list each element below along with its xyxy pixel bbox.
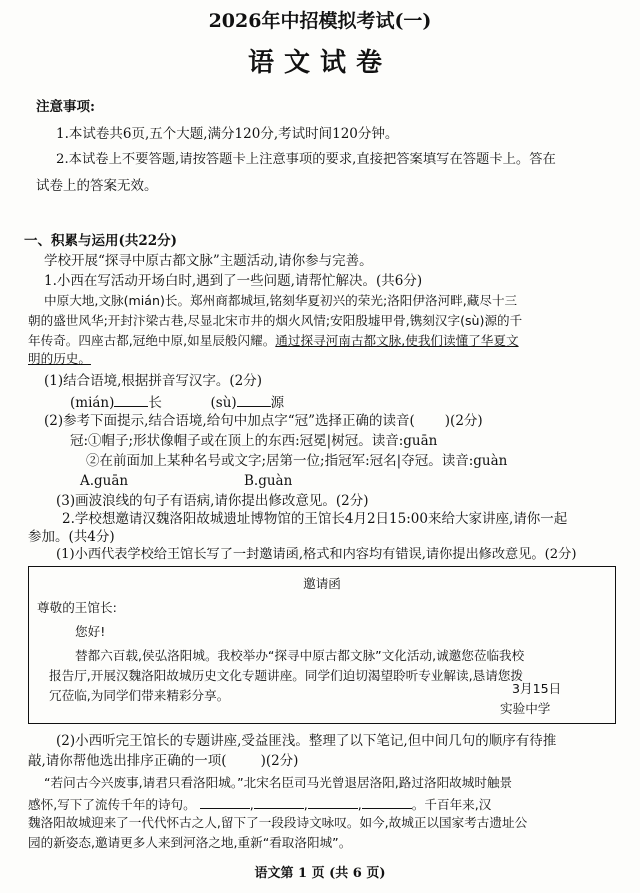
option-a: A.guān (80, 473, 129, 489)
notice-heading: 注意事项: (36, 99, 95, 115)
letter-body-line-1: 替都六百载,侯弘洛阳城。我校举办“探寻中原古都文脉”文化活动,诚邀您莅临我校 (75, 648, 525, 663)
subject-title: 语文试卷 (247, 48, 392, 78)
notice-item-1: 1.本试卷共6页,五个大题,满分120分,考试时间120分钟。 (56, 126, 399, 142)
question-2-2a: (2)小西听完王馆长的专题讲座,受益匪浅。整理了以下笔记,但中间几句的顺序有待推 (56, 733, 557, 749)
question-1-3: (3)画波浪线的句子有语病,请你提出修改意见。(2分) (56, 493, 369, 509)
pinyin-1: (mián) (70, 395, 115, 411)
note-line-2: 感怀,写下了流传千年的诗句。 , , , 。千百年来,汉 (28, 794, 491, 814)
question-2-2b-text: 敲,请你帮他选出排序正确的一项( (28, 753, 227, 769)
hint-b: ②在前面加上某种名号或文字;居第一位;指冠军:冠名|夺冠。读音:guàn (86, 453, 508, 469)
question-2a: 2.学校想邀请汉魏洛阳故城遗址博物馆的王馆长4月2日15:00来给大家讲座,请你一起 (62, 511, 568, 527)
char-1: 长 (148, 395, 162, 411)
wavy-sentence-part-1: 通过探寻河南古都文脉,使我们读懂了华夏文 (275, 333, 519, 348)
question-2b: 参加。(共4分) (28, 529, 115, 545)
letter-title: 邀请函 (303, 576, 341, 591)
note-line-1: “若问古今兴废事,请君只看洛阳城。”北宋名臣司马光曾退居洛阳,路过洛阳故城时触景 (44, 775, 513, 790)
page-footer: 语文第 1 页 (共 6 页) (254, 866, 386, 881)
pinyin-fill-row (70, 392, 284, 412)
answer-blank (114, 392, 148, 407)
question-1-2-text: (2)参考下面提示,结合语境,给句中加点字“冠”选择正确的读音( (44, 413, 415, 429)
note-line-2-text: 感怀,写下了流传千年的诗句。 (28, 797, 196, 812)
section-heading: 一、积累与运用(共22分) (24, 233, 178, 249)
exam-title: 2026年中招模拟考试(一) (208, 10, 432, 32)
question-1-1: (1)结合语境,根据拼音写汉字。(2分) (44, 373, 263, 389)
passage-line-3-text: 年传奇。四座古都,冠绝中原,如星辰般闪耀。 (28, 333, 276, 348)
notice-item-2a: 2.本试卷上不要答题,请按答题卡上注意事项的要求,直接把答案填写在答题卡上。答在 (56, 152, 556, 167)
char-2: 源 (270, 395, 285, 411)
question-2-1: (1)小西代表学校给王馆长写了一封邀请函,格式和内容均有错误,请你提出修改意见。(2分) (56, 547, 577, 562)
letter-salutation: 尊敬的王馆长: (37, 600, 117, 615)
answer-blank (362, 794, 412, 809)
passage-line-2: 朝的盛世风华;开封汴梁古巷,尽显北宋市井的烟火风情;安阳殷墟甲骨,镌刻汉字(sù)源的千 (28, 313, 523, 328)
question-1-2-score: )(2分) (444, 413, 483, 429)
answer-blank (254, 794, 304, 809)
note-line-4: 园的新姿态,邀请更多人来到河洛之地,重新“看取洛阳城”。 (28, 835, 352, 850)
passage-line-3 (28, 332, 519, 350)
letter-signature: 实验中学 (500, 701, 551, 716)
letter-body-line-2: 报告厅,开展汉魏洛阳故城历史文化专题讲座。同学们迫切渴望聆听专业解读,恳请您拨 (49, 668, 523, 683)
note-line-3: 魏洛阳故城迎来了一代代怀古之人,留下了一段段诗文咏叹。如今,故城正以国家考古遗址公 (28, 815, 528, 830)
passage-line-1: 中原大地,文脉(mián)长。郑州商都城垣,铭刻华夏初兴的荣光;洛阳伊洛河畔,藏尽十三 (44, 293, 518, 308)
letter-greeting: 您好! (75, 624, 106, 639)
question-2-2b (28, 752, 298, 770)
pinyin-2: (sù) (210, 395, 237, 411)
activity-intro: 学校开展“探寻中原古都文脉”主题活动,请你参与完善。 (44, 253, 373, 269)
question-1-2 (44, 412, 483, 430)
question-2-2b-score: )(2分) (260, 753, 299, 769)
answer-blank (200, 794, 250, 809)
notice-item-2b: 试卷上的答案无效。 (36, 178, 158, 194)
letter-date: 3月15日 (512, 681, 562, 696)
answer-blank (237, 392, 271, 407)
wavy-sentence-part-2: 明的历史。 (28, 351, 91, 366)
answer-blank (308, 794, 358, 809)
question-1: 1.小西在写活动开场白时,遇到了一些问题,请帮忙解决。(共6分) (44, 273, 423, 289)
option-b: B.guàn (244, 473, 293, 489)
hint-a: 冠:①帽子;形状像帽子或在顶上的东西:冠冕|树冠。读音:guān (70, 433, 438, 449)
note-line-2-end: 。千百年来,汉 (411, 797, 492, 812)
letter-body-line-3: 冗莅临,为同学们带来精彩分享。 (49, 688, 230, 703)
